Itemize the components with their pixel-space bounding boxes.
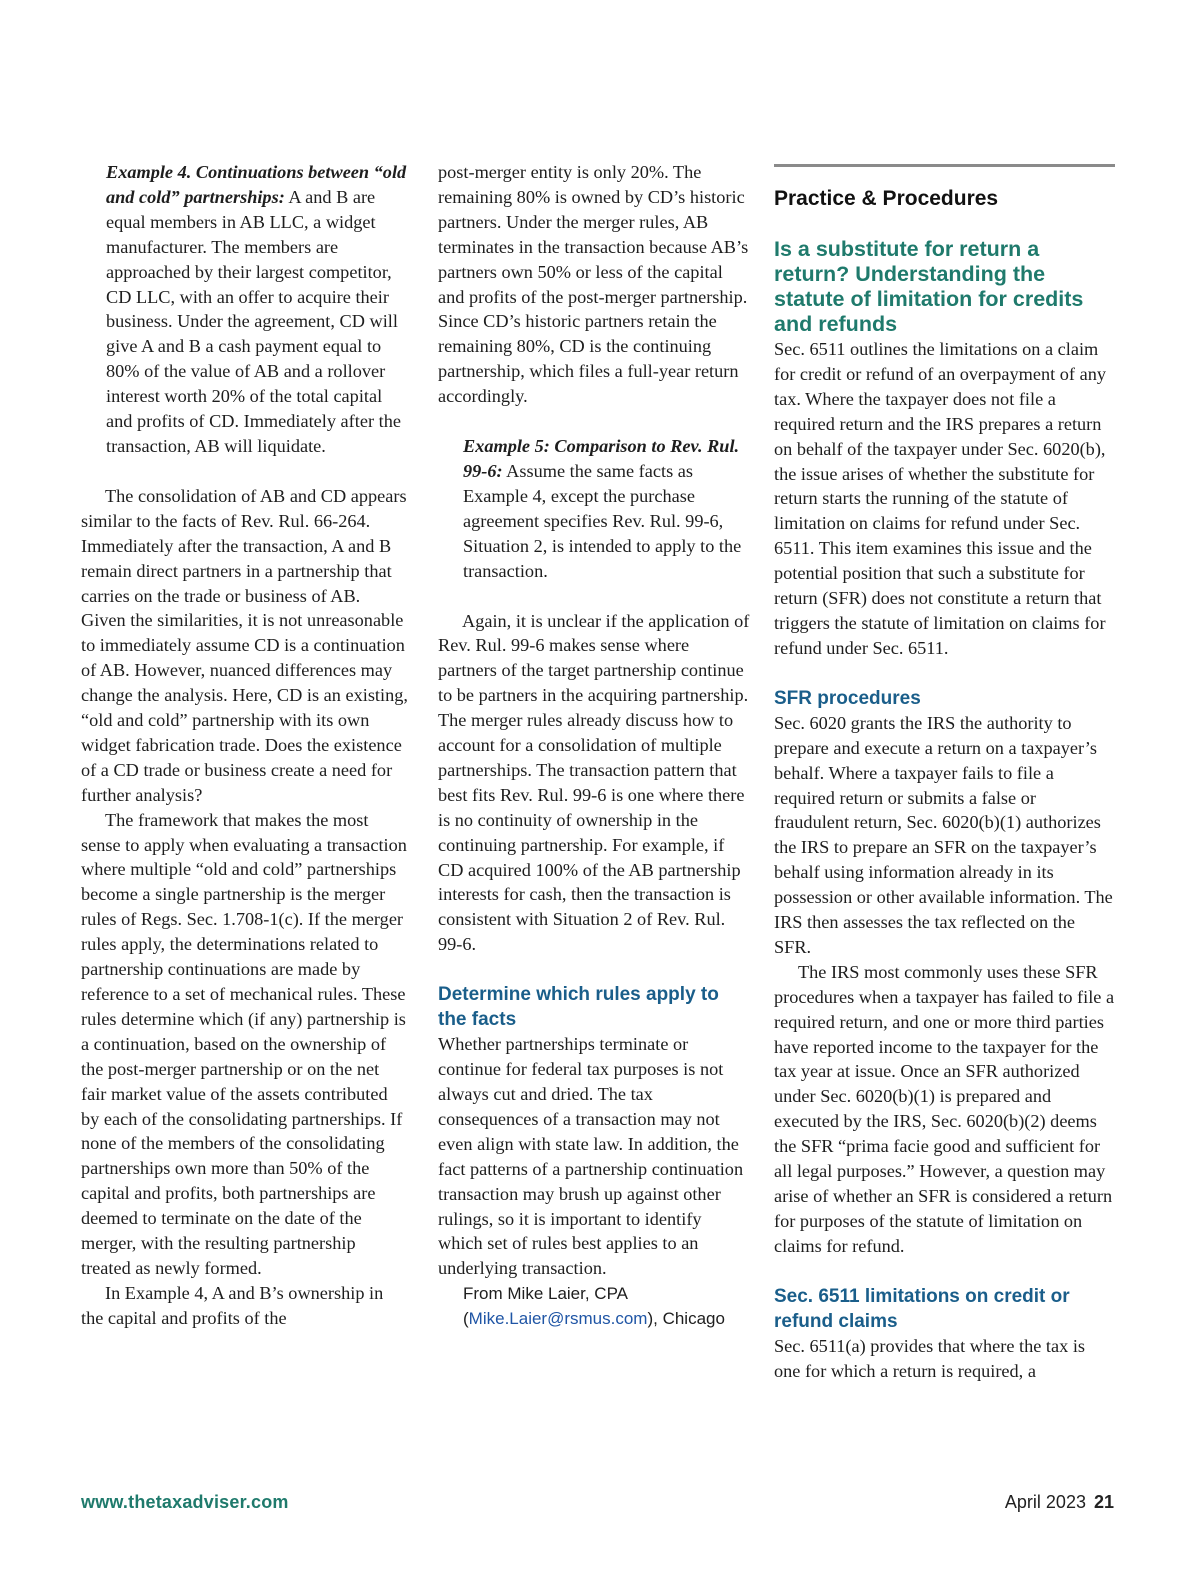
- section-heading: Determine which rules apply to the facts: [438, 984, 719, 1031]
- example-4-text: A and B are equal members in AB LLC, a widget manufacturer. The members are approached by their largest competitor, CD LLC, with an offer to acquire their business. Under the agreement, CD will give A and B a cash payment equal to 80% of the value of AB and a rollover interest worth 20% of the total capital and profits of CD. Immediately after the transaction, AB will liquidate.: [106, 186, 401, 456]
- paragraph: Whether partnerships terminate or continue for federal tax purposes is not always cut and dried. The tax consequences of a transaction may not even align with state law. In addition, the fact patterns of a partnership continuation transaction may brush up against other rulings, so it is important to identify which set of rules best applies to an underlying transaction.: [438, 1034, 744, 1279]
- paragraph: The consolidation of AB and CD appears similar to the facts of Rev. Rul. 66-264. Immediately after the transaction, A and B remain direct partners in a partnership that carries on the trade or business of AB. Given the similarities, it is not unreasonable to immediately assume CD is a continuation of AB. However, nuanced differences may change the analysis. Here, CD is an existing, “old and cold” partnership with its own widget fabrication trade. Does the existence of a CD trade or business create a need for further analysis?: [81, 485, 408, 805]
- paragraph: Sec. 6511(a) provides that where the tax is one for which a return is required, a: [774, 1335, 1086, 1381]
- credit-suffix: ), Chicago: [647, 1309, 725, 1329]
- paragraph: The IRS most commonly uses these SFR procedures when a taxpayer has failed to file a required return, and one or more third parties have reported income to the taxpayer for the tax year at issue. Once an SFR authorized under Sec. 6020(b)(1) is prepared and executed by the IRS, Sec. 6020(b)(2) deems the SFR “prima facie good and sufficient for all legal purposes.” However, a question may arise of whether an SFR is considered a return for purposes of the statute of limitation on claims for refund.: [774, 961, 1115, 1256]
- paragraph: The framework that makes the most sense to apply when evaluating a transaction where multiple “old and cold” partnerships become a single partnership is the merger rules of Regs. Sec. 1.708-1(c). If the merger rules apply, the determinations related to partnership continuations are made by reference to a set of mechanical rules. These rules determine which (if any) partnership is a continuation, based on the ownership of the post-merger partnership or on the net fair market value of the assets contributed by each of the consolidating partnerships. If none of the members of the consolidating partnerships own more than 50% of the capital and profits, both partnerships are deemed to terminate on the date of the merger, with the resulting partnership treated as newly formed.: [81, 809, 407, 1278]
- example-5: [438, 434, 750, 583]
- column-left: [81, 160, 409, 1331]
- section-label: Practice & Procedures: [774, 187, 999, 210]
- example-5-text: Assume the same facts as Example 4, except the purchase agreement specifies Rev. Rul. 99-6, Situation 2, is intended to apply to the transaction.: [463, 460, 742, 581]
- paragraph: post-merger entity is only 20%. The remaining 80% is owned by CD’s historic partners. Under the merger rules, AB terminates in the transaction because AB’s partners own 50% or less of the capital and profits of the post-merger partnership. Since CD’s historic partners retain the remaining 80%, CD is the continuing partnership, which files a full-year return accordingly.: [438, 162, 749, 407]
- section-heading: Sec. 6511 limitations on credit or refund claims: [774, 1285, 1070, 1332]
- column-middle: [438, 160, 750, 1331]
- credit-prefix: From Mike Laier, CPA (: [463, 1284, 628, 1329]
- example-4: [81, 160, 409, 459]
- section-heading: SFR procedures: [774, 687, 921, 709]
- paragraph: Sec. 6511 outlines the limitations on a claim for credit or refund of an overpayment of any tax. Where the taxpayer does not file a required return and the IRS prepares a return on behalf of the taxpayer under Sec. 6020(b), the issue arises of whether the substitute for return starts the running of the statute of limitation on claims for refund under Sec. 6511. This item examines this issue and the potential position that such a substitute for return (SFR) does not constitute a return that triggers the statute of limitation on claims for refund under Sec. 6511.: [774, 339, 1106, 658]
- example-4-label: Example 4. Continuations between “old and cold” partnerships:: [106, 162, 407, 207]
- author-email-link[interactable]: Mike.Laier@rsmus.com: [468, 1309, 648, 1329]
- article-title: Is a substitute for return a return? Understanding the statute of limitation for credits and refunds: [774, 237, 1084, 336]
- footer-date: April 2023: [1004, 1492, 1086, 1512]
- paragraph: Again, it is unclear if the application of Rev. Rul. 99-6 makes sense where partners of the target partnership continue to be partners in the acquiring partnership. The merger rules already discuss how to account for a consolidation of multiple partnerships. The transaction pattern that best fits Rev. Rul. 99-6 is one where there is no continuity of ownership in the continuing partnership. For example, if CD acquired 100% of the AB partnership interests for cash, then the transaction is consistent with Situation 2 of Rev. Rul. 99-6.: [438, 610, 750, 955]
- page-number: 21: [1093, 1492, 1114, 1512]
- column-right: [774, 164, 1115, 1384]
- paragraph: In Example 4, A and B’s ownership in the capital and profits of the: [81, 1282, 384, 1328]
- footer-date-page: [1005, 1492, 1114, 1513]
- paragraph: Sec. 6020 grants the IRS the authority to prepare and execute a return on a taxpayer’s behalf. Where a taxpayer fails to file a required return or submits a false or fraudulent return, Sec. 6020(b)(1) authorizes the IRS to prepare an SFR on the taxpayer’s behalf using information already in its possession or other available information. The IRS then assesses the tax reflected on the SFR.: [774, 712, 1113, 957]
- footer-site-link[interactable]: www.thetaxadviser.com: [81, 1492, 289, 1512]
- author-credit: [438, 1281, 750, 1331]
- example-5-label: Example 5: Comparison to Rev. Rul. 99-6:: [463, 436, 740, 481]
